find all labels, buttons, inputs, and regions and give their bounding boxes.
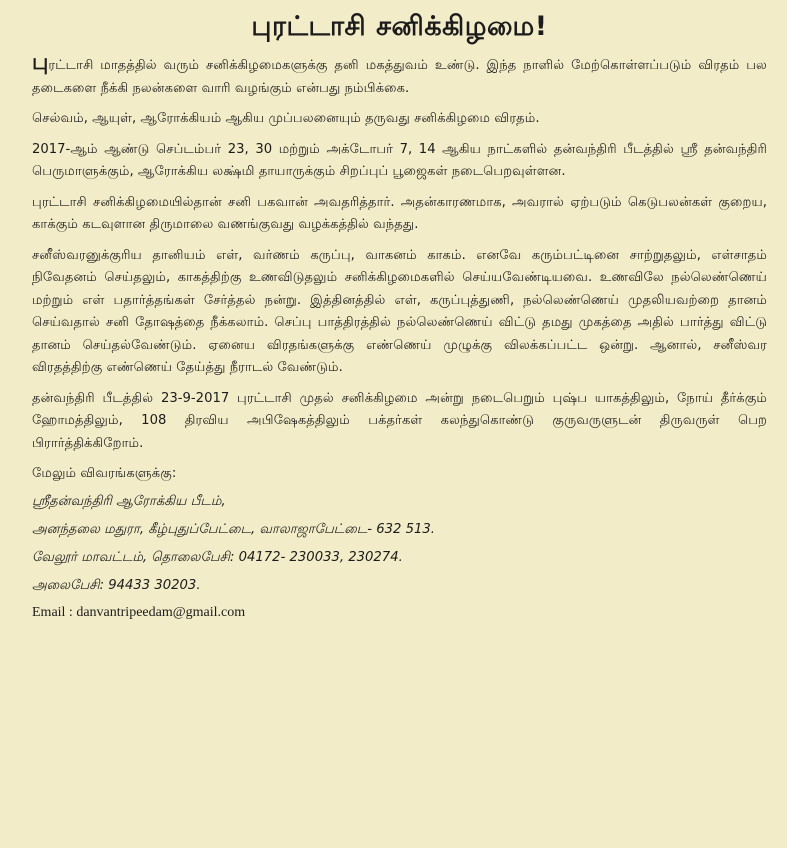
paragraph-history: புரட்டாசி சனிக்கிழமையில்தான் சனி பகவான் அவதரித்தார். அதன்காரணமாக, அவரால் ஏற்படும் கெடுபலன்கள் குறைய, காக்கும் கடவுளான திருமாலை வணங்குவது வழக்கத்தில் வந்தது. (32, 194, 767, 232)
paragraph-benefits: செல்வம், ஆயுள், ஆரோக்கியம் ஆகிய முப்பலனையும் தருவது சனிக்கிழமை விரதம். (32, 111, 540, 126)
contact-email[interactable]: Email : danvantripeedam@gmail.com (32, 605, 246, 620)
contact-phone: வேலூர் மாவட்டம், தொலைபேசி: 04172- 230033, 230274. (32, 550, 403, 565)
drop-cap: பு (32, 50, 49, 75)
paragraph-rituals: சனீஸ்வரனுக்குரிய தானியம் எள், வர்ணம் கருப்பு, வாகனம் காகம். எனவே கரும்பட்டினை சாற்றுதலும், எள்சாதம் நிவேதனம் செய்தலும், காகத்திற்கு உணவிடுதலும் சனிக்கிழமைகளில் செய்யவேண்டியவை. உணவிலே நல்லெண்ணெய் மற்றும் எள் பதார்த்தங்கள் சேர்த்தல் நன்று. இத்தினத்தில் எள், கருப்புத்துணி, நல்லெண்ணெய் முதலியவற்றை தானம் செய்வதால் சனி தோஷத்தை நீக்கலாம். செப்பு பாத்திரத்தில் நல்லெண்ணெய் விட்டு தமது முகத்தை அதில் பார்த்து விட்டு தானம் செய்தல்வேண்டும். ஏனைய விரதங்களுக்கு எண்ணெய் முழுக்கு விலக்கப்பட்ட ஒன்று. ஆனால், சனீஸ்வர விரதத்திற்கு எண்ணெய் தேய்த்து நீராடல் வேண்டும். (32, 247, 767, 375)
paragraph-intro (32, 50, 767, 100)
contact-block (32, 463, 767, 623)
paragraph-intro-text: ரட்டாசி மாதத்தில் வரும் சனிக்கிழமைகளுக்கு தனி மகத்துவம் உண்டு. இந்த நாளில் மேற்கொள்ளப்படும் விரதம் பல தடைகளை நீக்கி நலன்களை வாரி வழங்கும் என்பது நம்பிக்கை. (32, 58, 767, 96)
contact-heading: மேலும் விவரங்களுக்கு: (32, 466, 177, 481)
contact-mobile: அலைபேசி: 94433 30203. (32, 578, 201, 593)
paragraph-invitation: தன்வந்திரி பீடத்தில் 23-9-2017 புரட்டாசி முதல் சனிக்கிழமை அன்று நடைபெறும் புஷ்ப யாகத்திலும், நோய் தீர்க்கும் ஹோமத்திலும், 108 திரவிய அபிஷேகத்திலும் பக்தர்கள் கலந்துகொண்டு குருவருளுடன் திருவருள் பெற பிரார்த்திக்கிறோம். (32, 390, 767, 451)
paragraph-dates: 2017-ஆம் ஆண்டு செப்டம்பர் 23, 30 மற்றும் அக்டோபர் 7, 14 ஆகிய நாட்களில் தன்வந்திரி பீடத்தில் ஸ்ரீ தன்வந்திரி பெருமாளுக்கும், ஆரோக்கிய லக்ஷ்மி தாயாருக்கும் சிறப்புப் பூஜைகள் நடைபெறவுள்ளன. (32, 141, 767, 179)
contact-address: அனந்தலை மதுரா, கீழ்புதுப்பேட்டை, வாலாஜாபேட்டை- 632 513. (32, 522, 435, 537)
article-title: புரட்டாசி சனிக்கிழமை! (251, 11, 548, 42)
contact-organization: ஸ்ரீதன்வந்திரி ஆரோக்கிய பீடம், (32, 494, 226, 509)
